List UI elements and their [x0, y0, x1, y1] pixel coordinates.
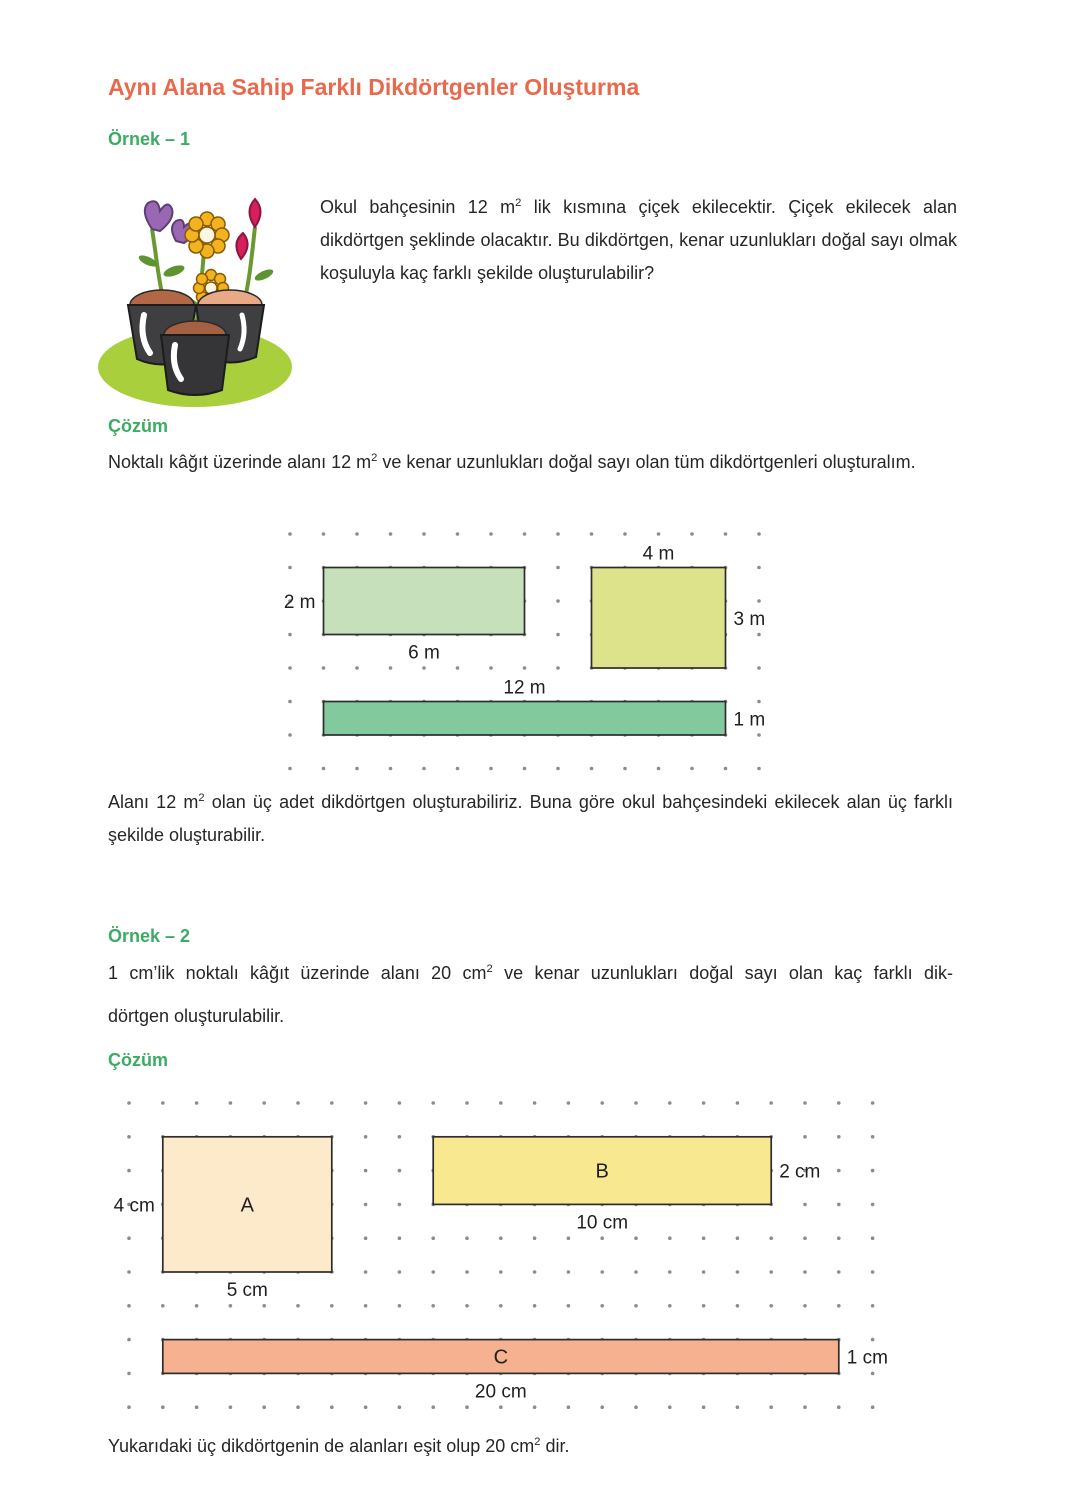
example-2-solution-heading: Çözüm	[108, 1050, 168, 1070]
figure-rectangles-20-cm2	[113, 1085, 913, 1417]
dimension-label: 4 cm	[113, 1195, 155, 1217]
example-1-conclusion: Alanı 12 $m^2$ olan üç adet dikdörtgen oluşturabiliriz. Buna göre okul bahçesindeki ekilecek alan üç farklı şekilde oluşturabilir.	[108, 792, 954, 845]
rectangle-6x2	[324, 568, 525, 635]
dimension-label: A	[240, 1194, 254, 1217]
example-1-solution-heading: Çözüm	[108, 416, 168, 436]
rectangle-4x3	[592, 568, 726, 669]
dot-grid-area-12-m2	[283, 520, 788, 782]
flower-pots-illustration	[92, 183, 302, 416]
dimension-label: 2 m	[283, 592, 316, 613]
figure-rectangles-12-m2	[283, 520, 788, 782]
rectangle-12x1	[324, 702, 726, 736]
example-2-heading: Örnek – 2	[108, 926, 191, 946]
example-1-heading: Örnek – 1	[108, 129, 191, 149]
dimension-label: 1 cm	[846, 1347, 888, 1369]
dimension-label: 1 m	[733, 709, 766, 731]
dimension-label: 20 cm	[474, 1381, 527, 1403]
dot-grid-area-20-cm2	[113, 1085, 913, 1417]
example-2-problem-text: 1 cm’lik noktalı kâğıt üzerinde alanı 20 $cm^2$ ve kenar uzunlukları doğal sayı olan kaç farklı dik- dörtgen oluşturulabilir.	[108, 963, 953, 1026]
example-2-conclusion: Yukarıdaki üç dikdörtgenin de alanları eşit olup 20 $cm^2$ dir.	[108, 1436, 570, 1456]
example-1-solution-intro: Noktalı kâğıt üzerinde alanı 12 $m^2$ ve kenar uzunlukları doğal sayı olan tüm dikdörtgenleri oluşturalım.	[108, 452, 916, 472]
dimension-label: 2 cm	[779, 1161, 821, 1183]
dimension-label: 3 m	[733, 608, 766, 630]
dimension-label: 12 m	[503, 677, 546, 699]
dimension-label: 5 cm	[226, 1280, 268, 1301]
daisy-top	[185, 212, 229, 258]
page-title: Aynı Alana Sahip Farklı Dikdörtgenler Oluşturma	[108, 74, 640, 100]
dimension-label: 10 cm	[576, 1212, 629, 1234]
flower-pots-image	[92, 183, 302, 411]
example-1-problem-text: Okul bahçesinin 12 $m^2$ lik kısmına çiçek ekilecektir. Çiçek ekilecek alan dikdörtgen şeklinde olacaktır. Bu dikdörtgen, kenar uzunlukları doğal sayı olmak koşuluyla kaç farklı şekilde oluşturulabilir?	[320, 197, 957, 283]
dimension-label: 4 m	[642, 543, 675, 565]
dimension-label: B	[595, 1160, 609, 1183]
dimension-label: 6 m	[408, 642, 440, 664]
dimension-label: C	[493, 1346, 509, 1369]
